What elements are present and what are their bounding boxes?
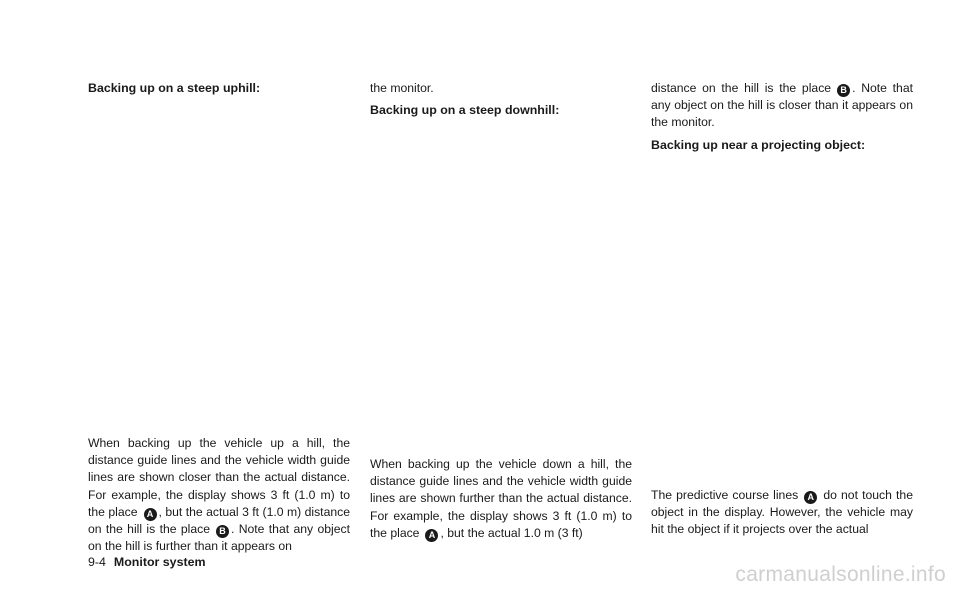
column-1 xyxy=(88,80,350,102)
page-footer xyxy=(88,555,206,569)
callout-a-icon: A xyxy=(425,529,438,542)
column-1-body xyxy=(88,435,350,560)
section-title: Monitor system xyxy=(113,555,206,569)
column-2 xyxy=(370,80,632,124)
paragraph-projecting: The predictive course lines A do not touch the object in the display. However, the vehicle may hit the object if it projects over the actual xyxy=(651,488,913,537)
heading-steep-uphill: Backing up on a steep uphill: xyxy=(88,81,261,95)
column-3 xyxy=(651,80,913,159)
continued-text: the monitor. xyxy=(370,81,434,95)
watermark: carmanualsonline.info xyxy=(735,563,946,586)
callout-b-icon: B xyxy=(216,525,229,538)
continued-text: distance on the hill is the place B . Note that any object on the hill is closer than it appears on the monitor. xyxy=(651,81,913,130)
callout-a-icon: A xyxy=(804,491,817,504)
callout-a-icon: A xyxy=(144,508,157,521)
heading-projecting-object: Backing up near a projecting object: xyxy=(651,137,866,152)
column-3-body xyxy=(651,487,913,544)
callout-b-icon: B xyxy=(837,84,850,97)
heading-steep-downhill: Backing up on a steep downhill: xyxy=(370,103,560,118)
paragraph-uphill: When backing up the vehicle up a hill, the distance guide lines and the vehicle width guide lines are shown closer than the actual distance. For example, the display shows 3 ft (1.0 m) to the place A , but the actual 3 ft (1.0 m) distance on the hill is the place B . Note that any object on the hill is further than it appears on xyxy=(88,436,350,554)
column-2-body xyxy=(370,456,632,547)
paragraph-downhill: When backing up the vehicle down a hill, the distance guide lines and the vehicle width guide lines are shown further than the actual distance. For example, the display shows 3 ft (1.0 m) to the place A , but the actual 1.0 m (3 ft) xyxy=(370,457,632,540)
page-number: 9-4 xyxy=(88,555,106,569)
